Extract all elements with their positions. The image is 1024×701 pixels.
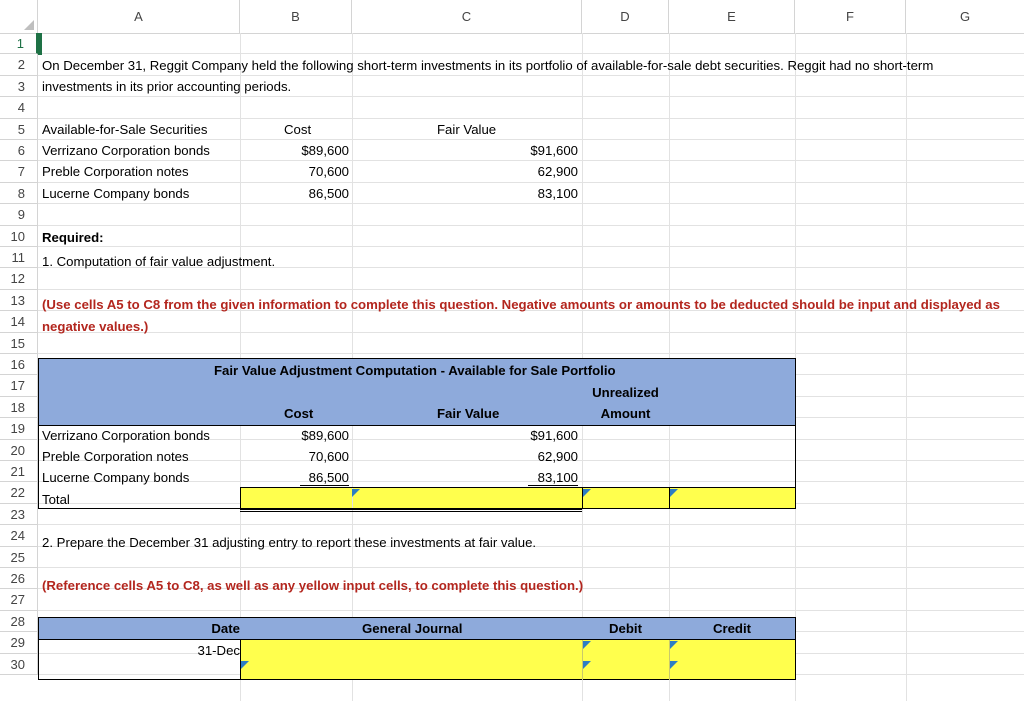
column-header-d[interactable]: D [582,0,669,33]
journal-header-general-journal: General Journal [362,621,463,636]
total-unrealized-input[interactable] [583,488,669,508]
computation-row-2-cost: 70,600 [308,449,349,464]
gridline [38,353,1024,354]
part2-note: (Reference cells A5 to C8, as well as any yellow input cells, to complete this question.) [42,578,584,593]
computation-row-2-fair-value: 62,900 [537,449,578,464]
row-header-2[interactable]: 2 [0,54,38,76]
gridline [38,182,1024,183]
column-header-a[interactable]: A [38,0,240,33]
journal-header-credit: Credit [712,621,752,636]
computation-header-divider [38,425,796,426]
row-header-10[interactable]: 10 [0,226,38,247]
computation-row-3-fair-value: 83,100 [528,470,578,486]
computation-row-1-name: Verrizano Corporation bonds [42,428,210,443]
gridline [38,246,1024,247]
column-header-e[interactable]: E [669,0,795,33]
journal-date-value: 31-Dec [197,643,240,658]
row-header-24[interactable]: 24 [0,525,38,547]
required-note-line1: (Use cells A5 to C8 from the given information to complete this question. Negative amounts or amounts to be deducted should be input and displayed as [42,297,1000,312]
total-double-underline-1 [240,509,582,510]
row-header-21[interactable]: 21 [0,461,38,482]
input-marker-icon [352,489,360,497]
row-header-25[interactable]: 25 [0,547,38,568]
input-marker-icon [583,489,591,497]
gridline [38,96,1024,97]
row-header-20[interactable]: 20 [0,440,38,461]
total-top-border [240,487,796,488]
column-header-bar [0,0,1024,34]
row-header-9[interactable]: 9 [0,204,38,226]
input-marker-icon [670,661,678,669]
given-header-fair-value: Fair Value [437,122,497,137]
column-header-g[interactable]: G [959,9,971,24]
row-header-16[interactable]: 16 [0,354,38,375]
total-divider-b [240,487,241,509]
row-header-26[interactable]: 26 [0,568,38,589]
gridline [38,75,1024,76]
given-row-3-fair-value: 83,100 [537,186,578,201]
intro-text-line1: On December 31, Reggit Company held the following short-term investments in its portfolio of available-for-sale debt securities. Reggit had no short-term [42,58,934,73]
gridline [38,118,1024,119]
row-header-6[interactable]: 6 [0,140,38,161]
gridline [38,289,1024,290]
required-part1: 1. Computation of fair value adjustment. [42,254,276,269]
computation-title: Fair Value Adjustment Computation - Available for Sale Portfolio [214,363,616,378]
computation-header-unrealized: Unrealized [592,385,659,400]
row-header-28[interactable]: 28 [0,611,38,632]
row-header-17[interactable]: 17 [0,375,38,397]
row-header-23[interactable]: 23 [0,504,38,525]
computation-row-3-name: Lucerne Company bonds [42,470,190,485]
intro-text-line2: investments in its prior accounting periods. [42,79,292,94]
input-marker-icon [670,489,678,497]
row-header-8[interactable]: 8 [0,183,38,204]
row-header-13[interactable]: 13 [0,290,38,311]
computation-total-label: Total [42,492,70,507]
given-row-2-cost: 70,600 [308,164,349,179]
given-row-1-name: Verrizano Corporation bonds [42,143,210,158]
given-header-label: Available-for-Sale Securities [42,122,208,137]
total-fair-value-input[interactable] [353,488,582,508]
computation-row-1-cost: $89,600 [301,428,349,443]
given-row-2-name: Preble Corporation notes [42,164,189,179]
part2-text: 2. Prepare the December 31 adjusting entry to report these investments at fair value. [42,535,537,550]
row-header-7[interactable]: 7 [0,161,38,183]
gridline [38,203,1024,204]
computation-header-fair-value: Fair Value [437,406,500,421]
given-row-3-cost: 86,500 [308,186,349,201]
row-header-15[interactable]: 15 [0,333,38,354]
given-row-3-name: Lucerne Company bonds [42,186,190,201]
journal-entry-input-area[interactable] [241,640,795,679]
row-header-30[interactable]: 30 [0,654,38,675]
gridline [38,610,1024,611]
computation-header-amount: Amount [600,406,651,421]
input-marker-icon [241,661,249,669]
required-note-line2: negative values.) [42,319,149,334]
column-header-c[interactable]: C [352,0,582,33]
total-cost-input[interactable] [241,488,352,508]
row-header-12[interactable]: 12 [0,268,38,290]
row-header-29[interactable]: 29 [0,632,38,654]
gridline [906,33,907,701]
row-header-14[interactable]: 14 [0,311,38,333]
row-header-27[interactable]: 27 [0,589,38,611]
total-double-underline-2 [240,511,582,512]
row-header-19[interactable]: 19 [0,418,38,440]
row-header-4[interactable]: 4 [0,97,38,119]
computation-header-cost: Cost [284,406,314,421]
gridline [38,567,1024,568]
computation-row-2-name: Preble Corporation notes [42,449,189,464]
journal-header-date: Date [211,621,240,636]
row-header-1[interactable]: 1 [0,33,38,54]
gridline [38,160,1024,161]
gridline [38,332,1024,333]
row-header-18[interactable]: 18 [0,397,38,418]
select-all-triangle-icon [24,20,34,30]
total-adjustment-input[interactable] [670,488,795,508]
given-row-1-fair-value: $91,600 [530,143,578,158]
given-row-2-fair-value: 62,900 [537,164,578,179]
selected-cell-a1[interactable] [38,33,42,55]
input-marker-icon [583,641,591,649]
column-header-f[interactable]: F [795,0,906,33]
computation-row-3-cost: 86,500 [300,470,349,486]
input-marker-icon [670,641,678,649]
journal-divider-b [240,640,241,680]
gridline [38,139,1024,140]
given-row-1-cost: $89,600 [301,143,349,158]
row-header-3[interactable]: 3 [0,76,38,97]
gridline [38,524,1024,525]
select-all-corner[interactable] [0,0,38,33]
given-header-cost: Cost [284,122,312,137]
row-header-11[interactable]: 11 [0,247,38,268]
column-header-b[interactable]: B [240,0,352,33]
row-header-22[interactable]: 22 [0,482,38,504]
required-title: Required: [42,230,104,245]
input-marker-icon [583,661,591,669]
gridline [38,225,1024,226]
row-header-5[interactable]: 5 [0,119,38,140]
computation-row-1-fair-value: $91,600 [530,428,578,443]
gridline [38,53,1024,54]
journal-header-debit: Debit [609,621,642,636]
